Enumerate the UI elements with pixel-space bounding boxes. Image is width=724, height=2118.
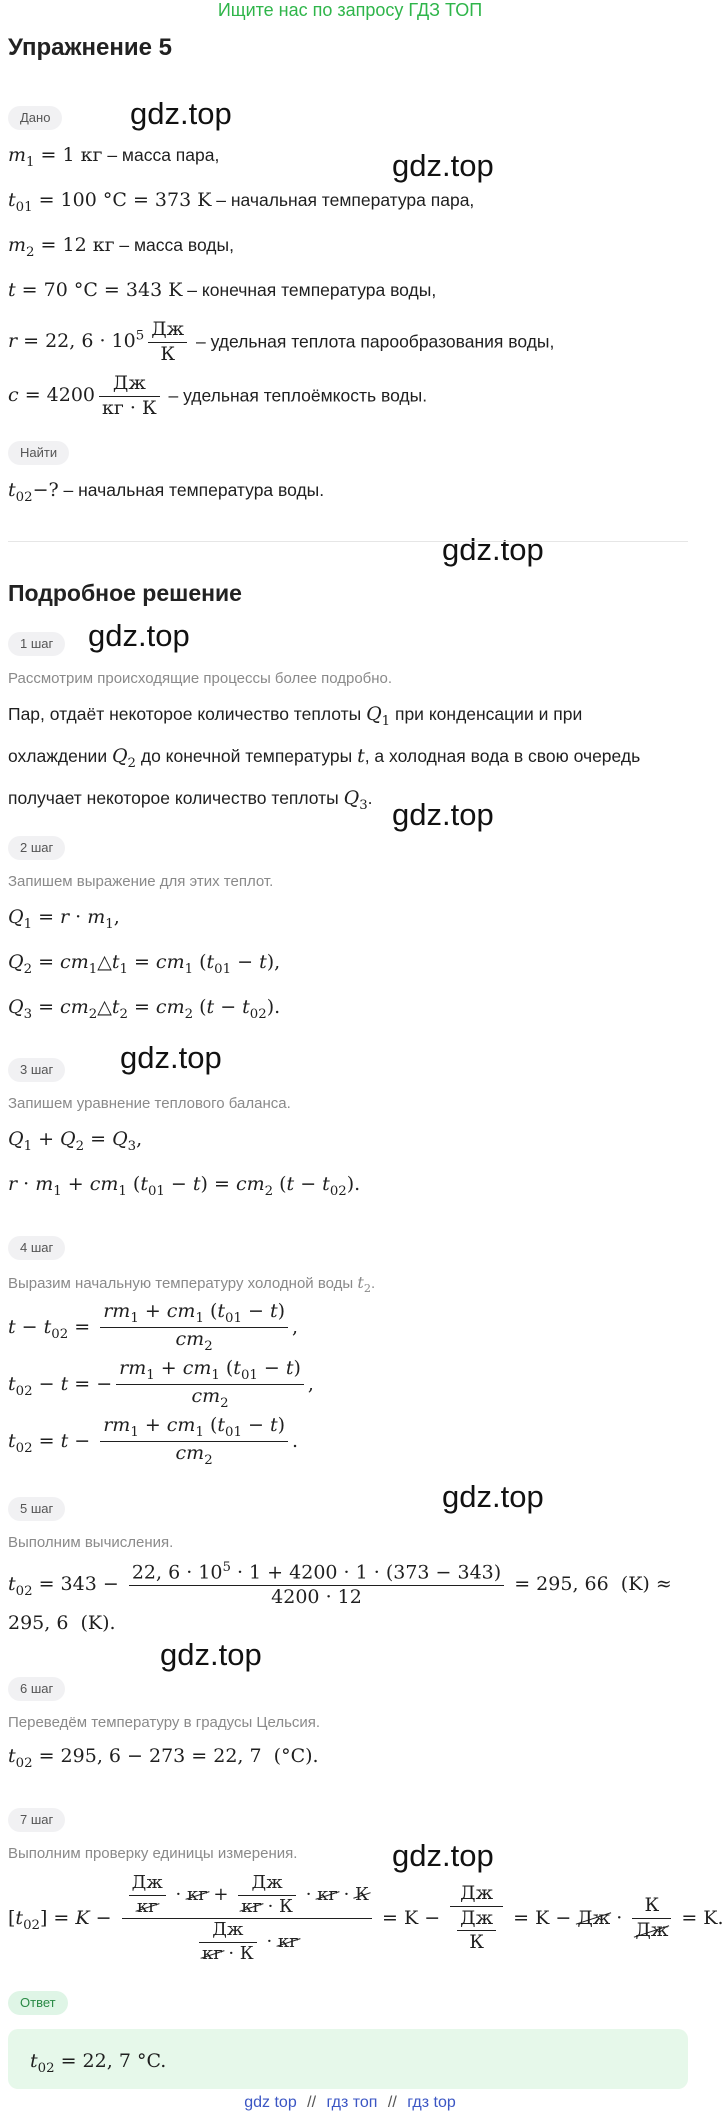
step-badge: 4 шаг [8,1236,65,1260]
formula-balance-2: $r \cdot m_1 + cm_1$ $(t_{01} - t) = cm_2$ $(t - t_{02})$. [8,1173,361,1199]
step-badge: 6 шаг [8,1677,65,1701]
watermark: gdz.top [130,96,232,131]
footer-link[interactable]: gdz top [244,2094,297,2111]
search-hint-link[interactable]: Ищите нас по запросу ГДЗ ТОП [217,0,483,20]
formula-celsius: $t_{02} = 295$, 6 − 273 = 22, 7 (°C). [8,1745,319,1771]
step-note: Выразим начальную температуру холодной воды $t_2$. [8,1273,376,1296]
step-note: Выполним вычисления. [8,1534,174,1551]
step-note: Переведём температуру в градусы Цельсия. [8,1714,321,1731]
formula-q2: $Q_2$ = $cm_1\triangle t_1 = cm_1$ $(t_{01} - t)$, [8,951,281,977]
formula-express-1: $t - t_{02}$ = $\frac{rm_1 + cm_1 (t_{01} - t)}{cm_2}$ , [8,1300,299,1355]
step-note: Запишем выражение для этих теплот. [8,873,274,890]
watermark: gdz.top [442,532,544,567]
step-note: Рассмотрим происходящие процессы более подробно. [8,670,393,687]
footer-separator: // [387,2094,397,2111]
answer-badge: Ответ [8,1991,68,2015]
watermark: gdz.top [392,1838,494,1873]
find-line: $t_{02}-$? – начальная температура воды. [8,479,325,505]
footer-separator: // [307,2094,317,2111]
answer-formula: $t_{02} = 22$, 7 °C. [30,2050,167,2076]
given-line-m2: $m_2 = 12$ кг – масса воды, [8,234,234,260]
step-badge: 7 шаг [8,1808,65,1832]
watermark: gdz.top [442,1479,544,1514]
formula-calc: $t_{02} = 343$ − $\frac{22, 6 \cdot 10^5 \cdot 1 + 4200 \cdot 1 \cdot (373 - 343)}{4200 \cdot 12}$ = 295, 66 (K) ≈ [8,1560,672,1609]
watermark: gdz.top [160,1637,262,1672]
formula-q3: $Q_3$ = $cm_2\triangle t_2 = cm_2$ $(t - t_{02})$. [8,996,281,1022]
page-title: Упражнение 5 [8,34,172,61]
section-divider [8,541,688,542]
given-line-t: t = 70 °C = 343 K – конечная температура воды, [8,279,437,301]
watermark: gdz.top [392,148,494,183]
formula-q1: $Q_1 = r \cdot m_1$, [8,906,120,932]
footer-link[interactable]: гдз топ [326,2094,378,2111]
step-badge: 3 шаг [8,1058,65,1082]
given-line-t01: $t_{01} = 100$ °C = 373 K – начальная температура пара, [8,189,475,215]
given-line-m1: $m_1 = 1$ кг – масса пара, [8,144,220,170]
step-note: Запишем уравнение теплового баланса. [8,1095,291,1112]
given-line-r: r = 22, $6 \cdot 10^5$ $\frac{Дж}{К}$ – удельная теплота парообразования воды, [8,318,555,365]
footer-links [0,2094,700,2112]
footer-link[interactable]: гдз top [407,2094,456,2111]
watermark: gdz.top [88,618,190,653]
step-badge: 2 шаг [8,836,65,860]
formula-calc-result: 295, 6 (K). [8,1612,116,1634]
step-note: Выполним проверку единицы измерения. [8,1845,298,1862]
step-badge: 5 шаг [8,1497,65,1521]
solution-title: Подробное решение [8,580,242,606]
formula-express-3: $t_{02} = t$ − $\frac{rm_1 + cm_1 (t_{01} - t)}{cm_2}$ . [8,1414,299,1469]
find-badge: Найти [8,441,69,465]
watermark: gdz.top [392,797,494,832]
watermark: gdz.top [120,1040,222,1075]
step-badge: 1 шаг [8,632,65,656]
formula-balance-1: $Q_1 + Q_2 = Q_3$, [8,1128,143,1154]
given-line-c: c = 4200 $\frac{Дж}{кг \cdot К}$ – удельная теплоёмкость воды. [8,372,428,419]
formula-units: $[t_{02}] = K$ − $\frac{Дж}{кг}$ · кг + $\frac{Дж}{кг \cdot К}$ · кг · К $\frac{Дж}{кг \cdot К}$ · кг = K − $\frac{Дж}{\frac{Дж}{К}}$ = K − Дж · $\frac{К}{Дж}$ = K. [8,1872,724,1964]
given-badge: Дано [8,106,62,130]
formula-express-2: $t_{02} - t$ = − $\frac{rm_1 + cm_1 (t_{01} - t)}{cm_2}$ , [8,1357,314,1412]
step1-text: Пар, отдаёт некоторое количество теплоты $Q_1$ при конденсации и при охлаждении $Q_2$ до конечной температуры t, а холодная вода в свою очередь получает некоторое количество теплоты $Q_3$. [8,703,641,813]
